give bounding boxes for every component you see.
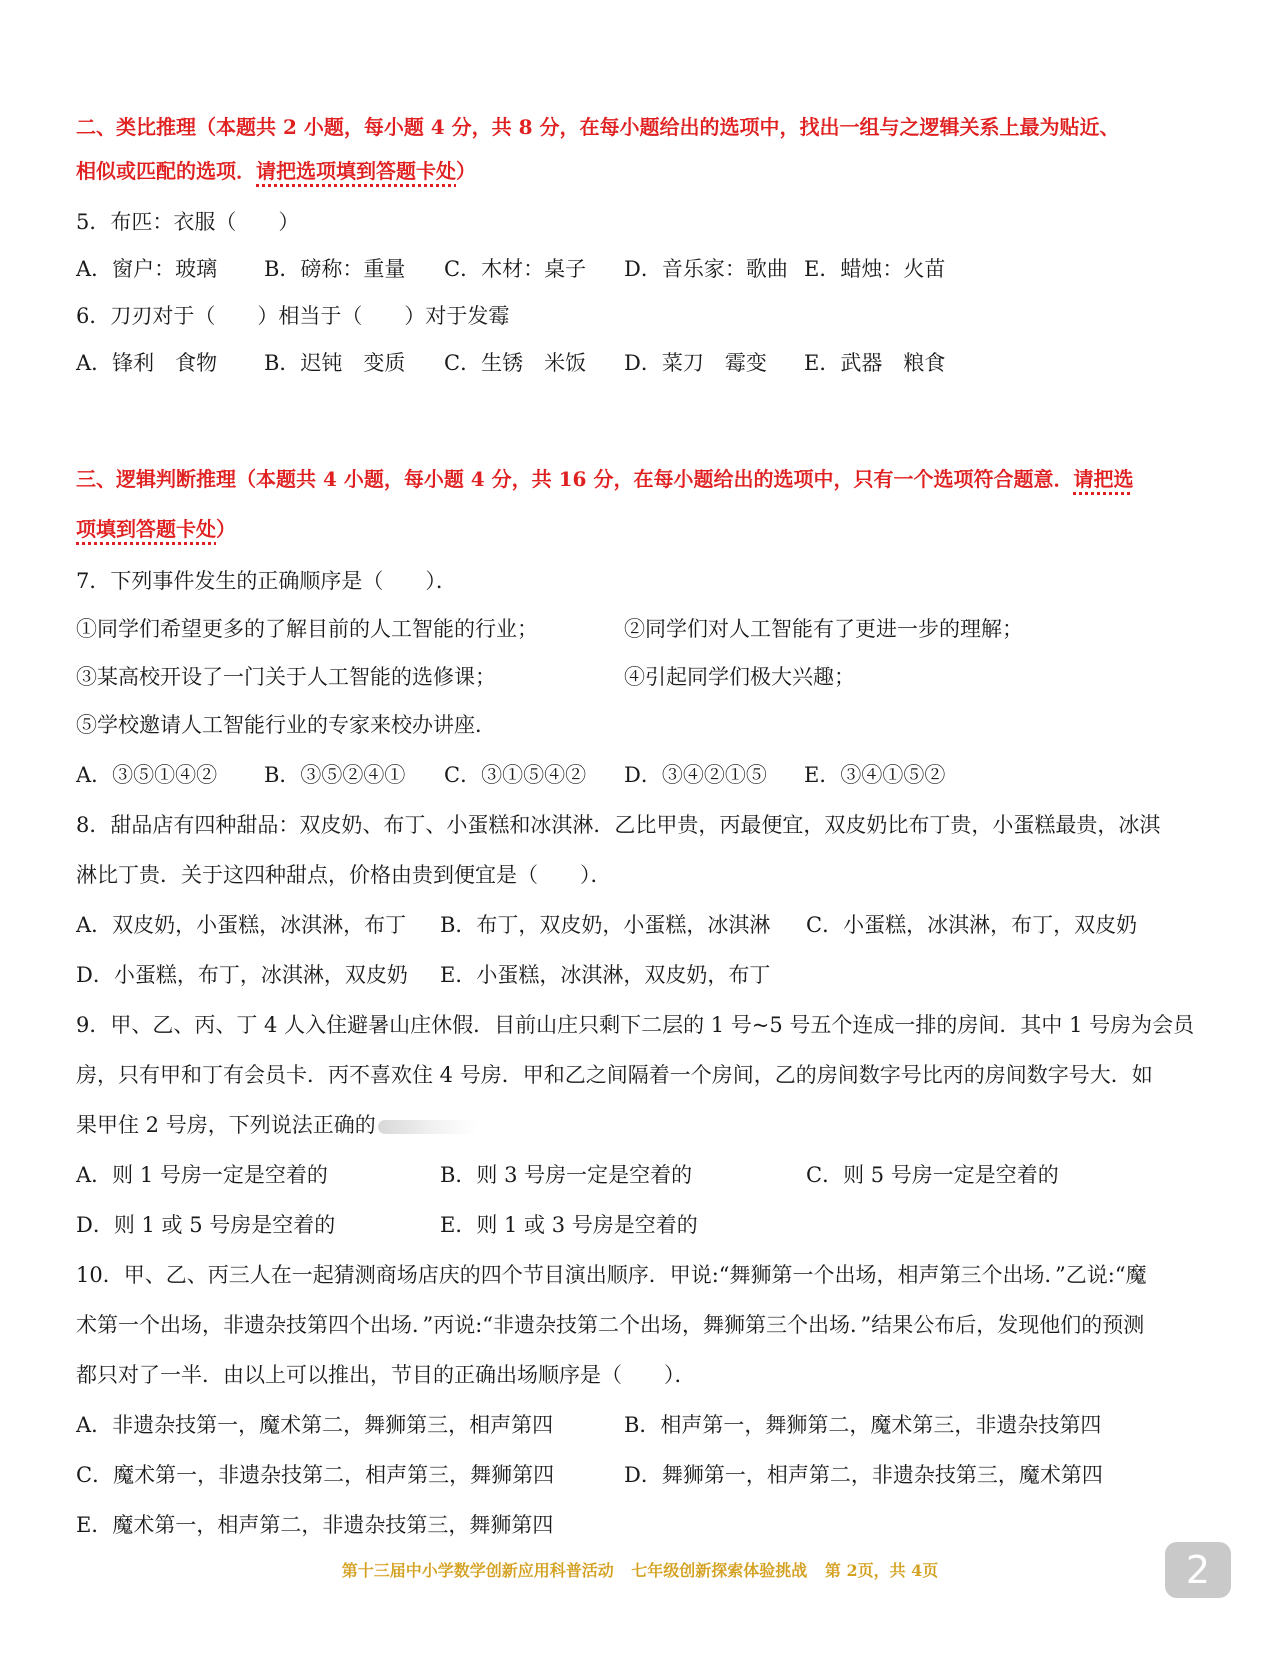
q7-stem: 7．下列事件发生的正确顺序是（ ）． (76, 569, 457, 593)
q6-option-d: D．菜刀 霉变 (624, 351, 767, 375)
q6-option-a: A．锋利 食物 (76, 351, 218, 375)
section3-heading-suffix: ） (216, 517, 236, 541)
q7-option-b: B．③⑤②④① (264, 763, 406, 787)
q7-option-a: A．③⑤①④② (76, 763, 218, 787)
q6-option-c: C．生锈 米饭 (444, 351, 587, 375)
section3-heading-dotted-a: 请把选 (1073, 467, 1134, 491)
footer-page: 第 2页，共 4页 (824, 1561, 939, 1580)
section3-heading-dotted-b: 项填到答题卡处 (76, 517, 216, 541)
q5-stem: 5．布匹：衣服（ ） (76, 210, 300, 234)
q9-stem-line3 (76, 1110, 478, 1140)
q7-event-3: ③某高校开设了一门关于人工智能的选修课； (76, 665, 496, 689)
q10-option-e: E．魔术第一，相声第二，非遗杂技第三，舞狮第四 (76, 1513, 554, 1537)
q8-stem-line1: 8．甜品店有四种甜品：双皮奶、布丁、小蛋糕和冰淇淋．乙比甲贵，丙最便宜，双皮奶比布丁贵，小蛋糕最贵，冰淇 (76, 813, 1161, 837)
q5-option-b: B．磅称：重量 (264, 257, 406, 281)
q8-option-b: B．布丁，双皮奶，小蛋糕，冰淇淋 (440, 913, 771, 937)
q7-option-e: E．③④①⑤② (804, 763, 946, 787)
q10-option-a: A．非遗杂技第一，魔术第二，舞狮第三，相声第四 (76, 1413, 554, 1437)
q10-stem-line3: 都只对了一半．由以上可以推出，节目的正确出场顺序是（ ）． (76, 1363, 696, 1387)
page-footer (0, 1558, 1280, 1581)
q5-option-d: D．音乐家：歌曲 (624, 257, 788, 281)
section3-heading-line2 (76, 514, 236, 544)
q10-stem-line1: 10．甲、乙、丙三人在一起猜测商场店庆的四个节目演出顺序．甲说:“舞狮第一个出场，相声第三个出场．”乙说:“魔 (76, 1263, 1147, 1287)
q7-event-2: ②同学们对人工智能有了更进一步的理解； (624, 617, 1023, 641)
q6-option-e: E．武器 粮食 (804, 351, 946, 375)
q9-option-d: D．则 1 或 5 号房是空着的 (76, 1213, 336, 1237)
q7-event-4: ④引起同学们极大兴趣； (624, 665, 855, 689)
q5-option-c: C．木材：桌子 (444, 257, 587, 281)
q8-option-e: E．小蛋糕，冰淇淋，双皮奶，布丁 (440, 963, 771, 987)
footer-event: 第十三届中小学数学创新应用科普活动 (341, 1561, 614, 1580)
section2-heading-line1: 二、类比推理（本题共 2 小题，每小题 4 分，共 8 分，在每小题给出的选项中，找出一组与之逻辑关系上最为贴近、 (76, 115, 1120, 139)
q7-event-1: ①同学们希望更多的了解目前的人工智能的行业； (76, 617, 538, 641)
section2-heading-dotted: 请把选项填到答题卡处 (256, 159, 456, 183)
q9-option-e: E．则 1 或 3 号房是空着的 (440, 1213, 698, 1237)
q9-option-b: B．则 3 号房一定是空着的 (440, 1163, 693, 1187)
q8-option-c: C．小蛋糕，冰淇淋，布丁，双皮奶 (806, 913, 1138, 937)
section2-heading-line2 (76, 156, 476, 186)
q10-stem-line2: 术第一个出场，非遗杂技第四个出场．”丙说:“非遗杂技第二个出场，舞狮第三个出场．”结果公布后，发现他们的预测 (76, 1313, 1145, 1337)
q7-option-d: D．③④②①⑤ (624, 763, 767, 787)
q7-option-c: C．③①⑤④② (444, 763, 587, 787)
q9-option-a: A．则 1 号房一定是空着的 (76, 1163, 328, 1187)
q5-option-a: A．窗户：玻璃 (76, 257, 218, 281)
q5-option-e: E．蜡烛：火苗 (804, 257, 946, 281)
blurred-text-region (378, 1120, 478, 1134)
section3-heading-line1 (76, 464, 1133, 494)
q6-stem: 6．刀刃对于（ ）相当于（ ）对于发霉 (76, 304, 510, 328)
q9-option-c: C．则 5 号房一定是空着的 (806, 1163, 1059, 1187)
q6-option-b: B．迟钝 变质 (264, 351, 406, 375)
section2-heading-prefix: 相似或匹配的选项． (76, 159, 256, 183)
q10-option-d: D．舞狮第一，相声第二，非遗杂技第三，魔术第四 (624, 1463, 1103, 1487)
q10-option-c: C．魔术第一，非遗杂技第二，相声第三，舞狮第四 (76, 1463, 555, 1487)
q9-stem-line3-text: 果甲住 2 号房，下列说法正确的 (76, 1113, 376, 1137)
q8-stem-line2: 淋比丁贵．关于这四种甜点，价格由贵到便宜是（ ）． (76, 863, 612, 887)
footer-grade: 七年级创新探索体验挑战 (631, 1561, 808, 1580)
page-number-badge[interactable]: 2 (1165, 1542, 1231, 1598)
section2-heading-suffix: ） (456, 159, 476, 183)
section3-heading-prefix: 三、逻辑判断推理（本题共 4 小题，每小题 4 分，共 16 分，在每小题给出的选项中，只有一个选项符合题意． (76, 467, 1074, 491)
q9-stem-line2: 房，只有甲和丁有会员卡．丙不喜欢住 4 号房．甲和乙之间隔着一个房间，乙的房间数字号比丙的房间数字号大．如 (76, 1063, 1153, 1087)
q10-option-b: B．相声第一，舞狮第二，魔术第三，非遗杂技第四 (624, 1413, 1102, 1437)
q8-option-a: A．双皮奶，小蛋糕，冰淇淋，布丁 (76, 913, 407, 937)
q7-event-5: ⑤学校邀请人工智能行业的专家来校办讲座． (76, 713, 496, 737)
q9-stem-line1: 9．甲、乙、丙、丁 4 人入住避暑山庄休假．目前山庄只剩下二层的 1 号~5 号五个连成一排的房间．其中 1 号房为会员 (76, 1013, 1195, 1037)
q8-option-d: D．小蛋糕，布丁，冰淇淋，双皮奶 (76, 963, 408, 987)
